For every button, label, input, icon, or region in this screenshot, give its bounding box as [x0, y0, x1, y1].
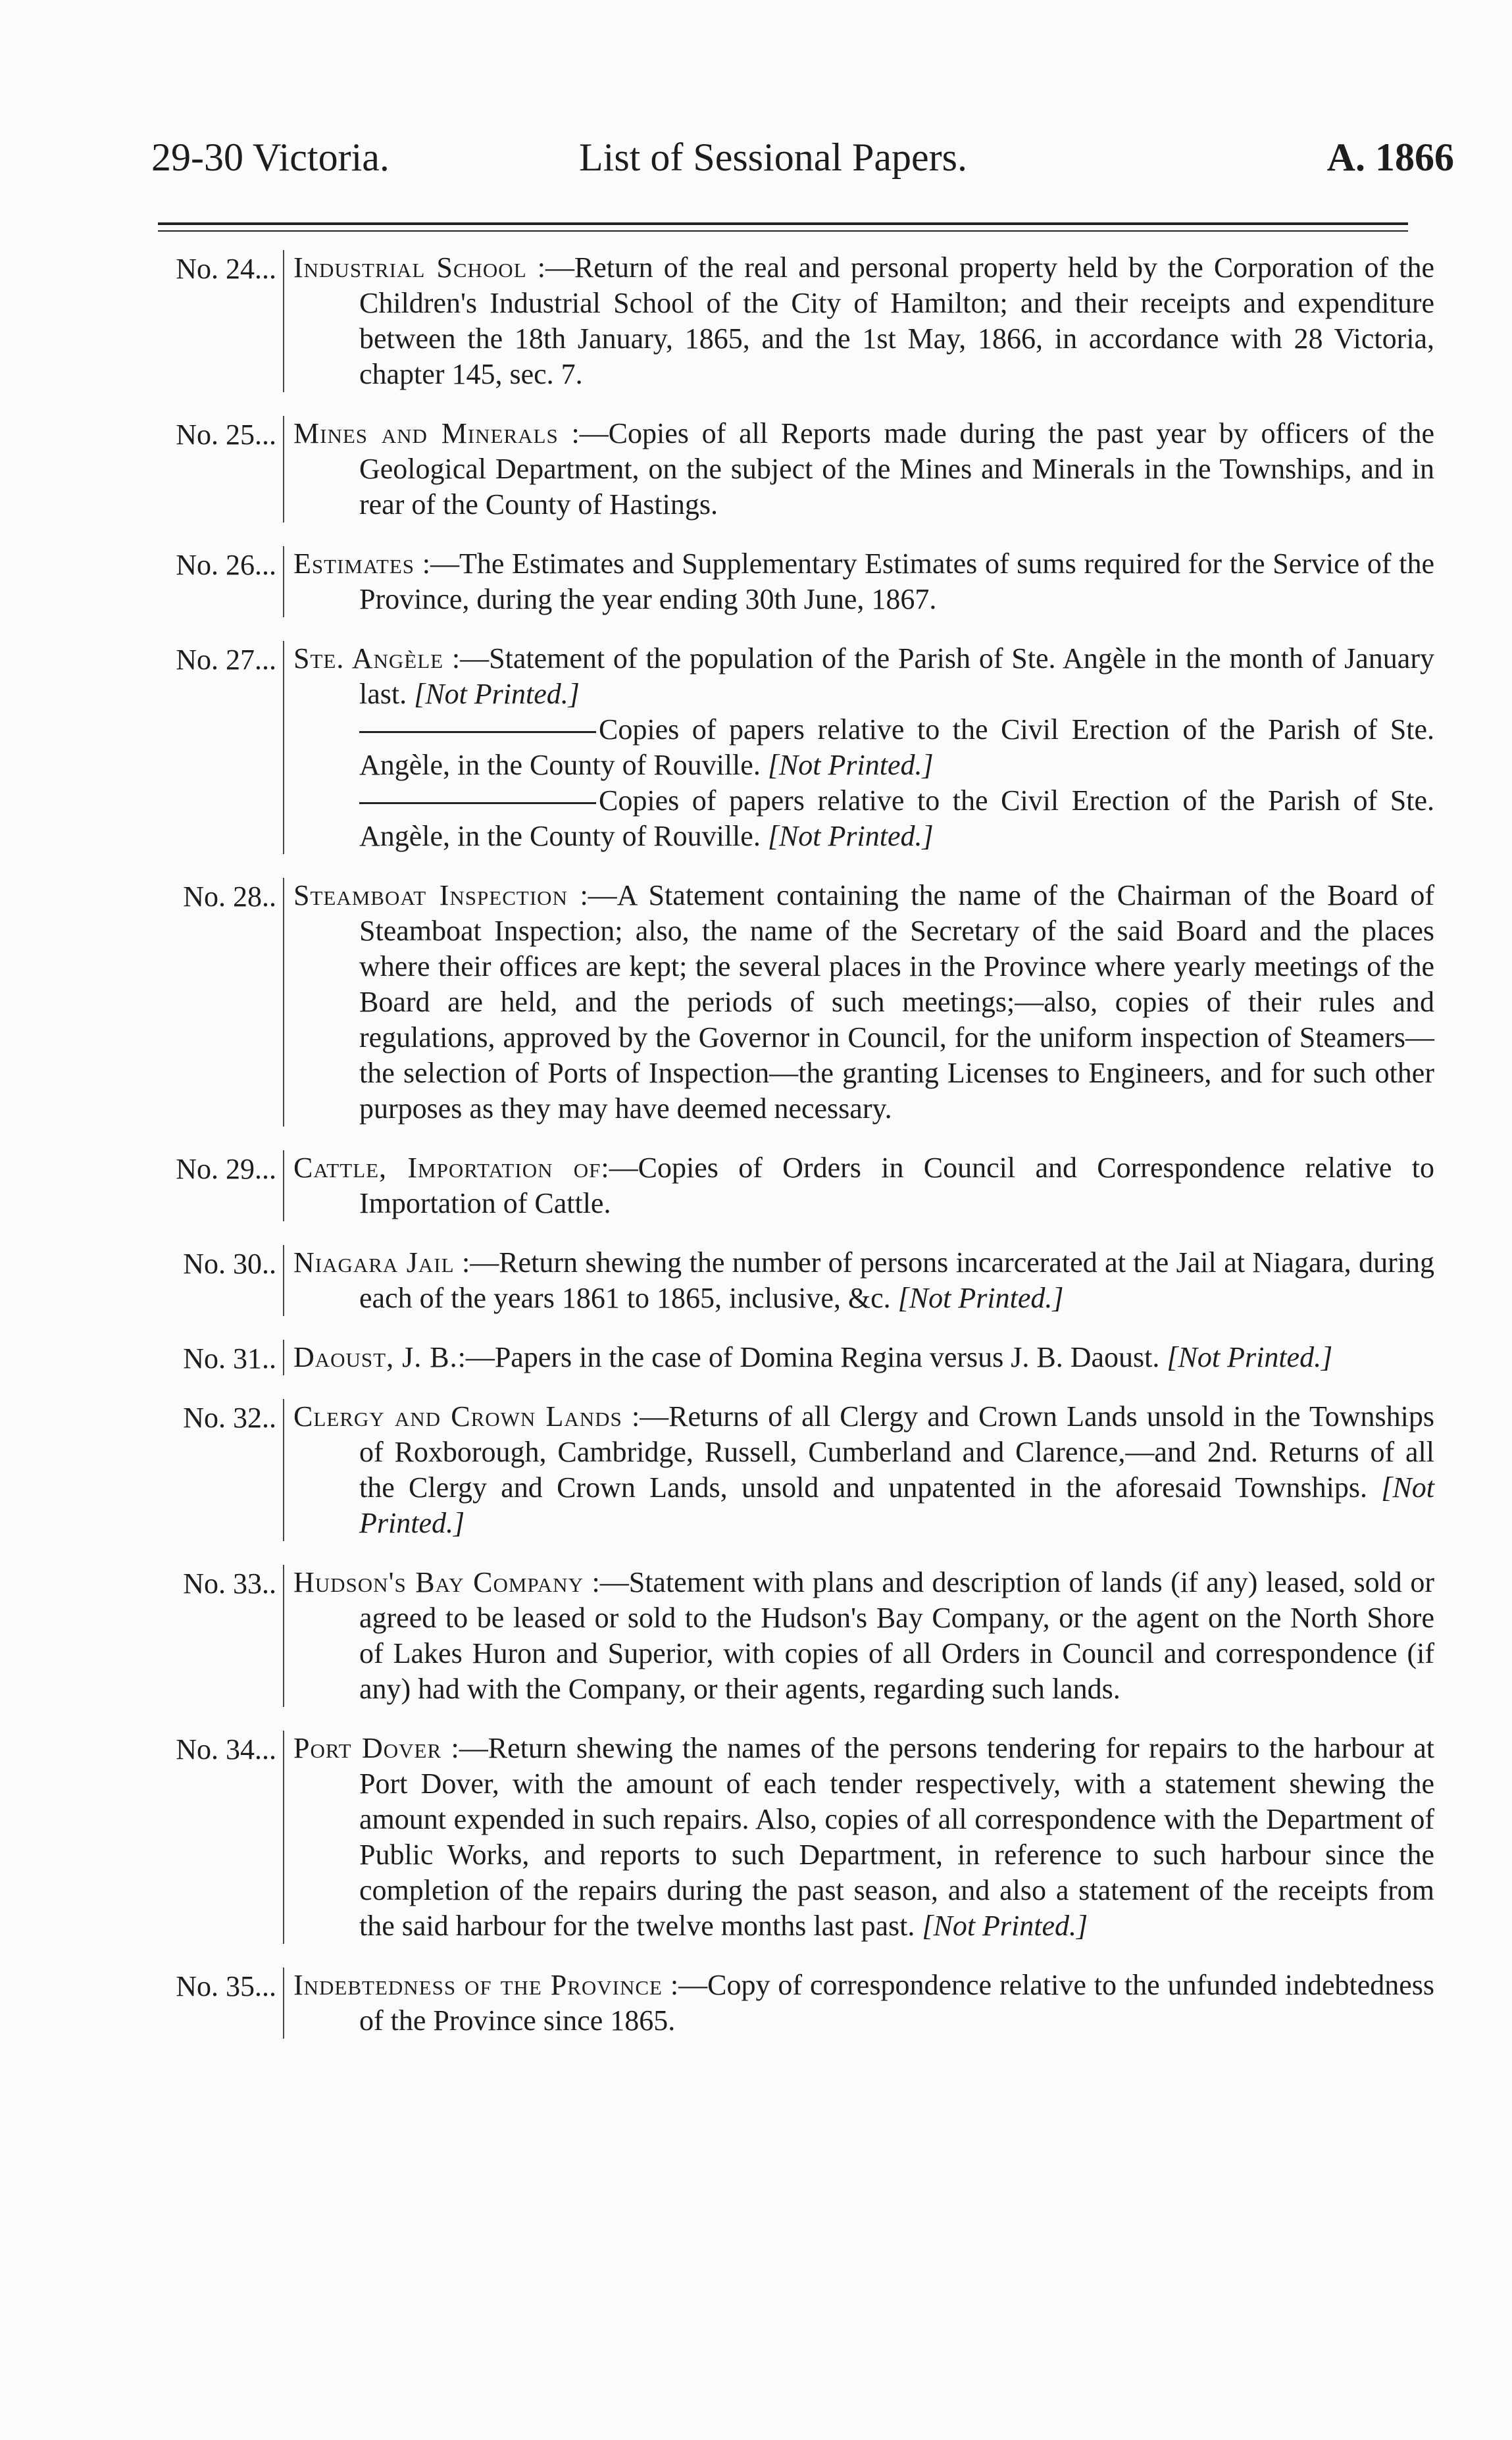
paper-number: No. 25...	[176, 419, 276, 451]
paper-number: No. 34...	[176, 1733, 276, 1766]
not-printed-note: [Not Printed.]	[915, 1910, 1088, 1942]
paper-description	[283, 416, 1434, 522]
papers-list	[118, 250, 1434, 2062]
paper-paragraph	[293, 1399, 1434, 1541]
header-session: 29-30 Victoria.	[151, 136, 390, 179]
paper-paragraph	[293, 1968, 1434, 2039]
paper-number: No. 24...	[176, 253, 276, 285]
paper-description	[283, 1150, 1434, 1221]
paper-text: :—Return shewing the number of persons incarcerated at the Jail at Niagara, during each of the years 1861 to 1865, inclusive, &c.	[359, 1246, 1435, 1314]
sub-item-text: Copies of papers relative to the Civil Erection of the Parish of Ste. Angèle, in the County of Rouville.	[359, 713, 1434, 781]
paper-entry	[118, 1150, 1434, 1221]
paper-heading: Port Dover	[293, 1732, 442, 1764]
paper-entry	[118, 250, 1434, 392]
paper-entry	[118, 878, 1434, 1127]
paper-entry	[118, 1565, 1434, 1707]
paper-description	[283, 546, 1434, 617]
paper-paragraph	[293, 1340, 1434, 1375]
ditto-dash	[359, 802, 596, 804]
paper-number: No. 31..	[183, 1342, 276, 1375]
paper-description	[283, 250, 1434, 392]
paper-heading: Cattle, Importation of	[293, 1152, 601, 1184]
paper-paragraph	[293, 1150, 1434, 1221]
page-header	[151, 135, 1454, 188]
paper-heading: Niagara Jail	[293, 1246, 455, 1279]
not-printed-note: [Not Printed.]	[407, 678, 580, 710]
not-printed-note: [Not Printed.]	[760, 820, 934, 852]
paper-paragraph	[293, 1245, 1434, 1316]
paper-paragraph	[293, 546, 1434, 617]
header-year: A. 1866	[1326, 136, 1454, 179]
paper-paragraph	[293, 1731, 1434, 1944]
header-rule-thin	[158, 230, 1408, 232]
paper-heading: Indebtedness of the Province	[293, 1969, 663, 2001]
paper-paragraph	[293, 1565, 1434, 1707]
paper-text: :—Papers in the case of Domina Regina versus J. B. Daoust.	[457, 1341, 1160, 1373]
paper-number: No. 29...	[176, 1153, 276, 1185]
not-printed-note: [Not Printed.]	[890, 1282, 1064, 1314]
paper-text: :—Copies of Orders in Council and Correspondence relative to Importation of Cattle.	[359, 1152, 1434, 1219]
paper-number: No. 28..	[183, 880, 276, 913]
ditto-dash	[359, 731, 596, 733]
paper-description	[283, 878, 1434, 1127]
paper-entry	[118, 641, 1434, 854]
paper-sub-item	[293, 783, 1434, 854]
paper-heading: Mines and Minerals	[293, 417, 559, 449]
sub-item-text: Copies of papers relative to the Civil Erection of the Parish of Ste. Angèle, in the County of Rouville.	[359, 784, 1434, 852]
not-printed-note: [Not Printed.]	[359, 1471, 1434, 1539]
paper-number: No. 33..	[183, 1567, 276, 1600]
paper-text: :—Return shewing the names of the persons tendering for repairs to the harbour at Port Dover, with the amount of each tender respectively, with a statement shewing the amount expended in such repairs. Also, copies of all correspondence with the Department of Public Works, and reports to such Department, in reference to such harbour since the completion of the repairs during the past season, and also a statement of the receipts from the said harbour for the twelve months last past.	[359, 1732, 1434, 1942]
paper-paragraph	[293, 641, 1434, 712]
paper-entry	[118, 1968, 1434, 2039]
not-printed-note: [Not Printed.]	[1159, 1341, 1333, 1373]
paper-heading: Hudson's Bay Company	[293, 1566, 584, 1598]
paper-entry	[118, 1340, 1434, 1375]
paper-text: :—The Estimates and Supplementary Estimates of sums required for the Service of the Province, during the year ending 30th June, 1867.	[359, 547, 1434, 615]
paper-sub-item	[293, 712, 1434, 783]
paper-description	[283, 1245, 1434, 1316]
paper-text: :—Return of the real and personal property held by the Corporation of the Children's Industrial School of the City of Hamilton; and their receipts and expenditure between the 18th January, 1865, and the 1st May, 1866, in accordance with 28 Victoria, chapter 145, sec. 7.	[359, 251, 1434, 390]
paper-entry	[118, 1399, 1434, 1541]
paper-description	[283, 1565, 1434, 1707]
header-title: List of Sessional Papers.	[579, 136, 967, 179]
paper-paragraph	[293, 250, 1434, 392]
paper-text: :—Copy of correspondence relative to the unfunded indebtedness of the Province since 1865.	[359, 1969, 1434, 2037]
paper-number: No. 26...	[176, 549, 276, 581]
paper-description	[283, 1731, 1434, 1944]
paper-heading: Estimates	[293, 547, 415, 580]
paper-description	[283, 1340, 1434, 1375]
paper-number: No. 32..	[183, 1402, 276, 1434]
paper-paragraph	[293, 416, 1434, 522]
paper-entry	[118, 1731, 1434, 1944]
paper-description	[283, 641, 1434, 854]
header-rule-thick	[158, 222, 1408, 225]
paper-description	[283, 1968, 1434, 2039]
paper-text: :—Statement of the population of the Parish of Ste. Angèle in the month of January last.	[359, 642, 1434, 710]
paper-heading: Steamboat Inspection	[293, 879, 568, 911]
paper-heading: Industrial School	[293, 251, 527, 284]
paper-heading: Daoust, J. B.	[293, 1341, 458, 1373]
paper-description	[283, 1399, 1434, 1541]
paper-heading: Clergy and Crown Lands	[293, 1400, 622, 1433]
paper-number: No. 27...	[176, 644, 276, 676]
paper-entry	[118, 1245, 1434, 1316]
paper-number: No. 30..	[183, 1248, 276, 1280]
paper-number: No. 35...	[176, 1970, 276, 2002]
paper-text: :—Returns of all Clergy and Crown Lands unsold in the Townships of Roxborough, Cambridge, Russell, Cumberland and Clarence,—and 2nd. Returns of all the Clergy and Crown Lands, unsold and unpatented in the aforesaid Townships.	[359, 1400, 1435, 1504]
paper-paragraph	[293, 878, 1434, 1127]
paper-entry	[118, 416, 1434, 522]
paper-text: :—Copies of all Reports made during the past year by officers of the Geological Department, on the subject of the Mines and Minerals in the Townships, and in rear of the County of Hastings.	[359, 417, 1434, 521]
paper-entry	[118, 546, 1434, 617]
paper-text: :—Statement with plans and description of lands (if any) leased, sold or agreed to be leased or sold to the Hudson's Bay Company, or the agent on the North Shore of Lakes Huron and Superior, with copies of all Orders in Council and correspondence (if any) had with the Company, or their agents, regarding such lands.	[359, 1566, 1435, 1705]
not-printed-note: [Not Printed.]	[760, 749, 934, 781]
paper-heading: Ste. Angèle	[293, 642, 444, 674]
paper-text: :—A Statement containing the name of the Chairman of the Board of Steamboat Inspection; also, the name of the Secretary of the said Board and the places where their offices are kept; the several places in the Province where yearly meetings of the Board are held, and the periods of such meetings;—also, copies of their rules and regulations, approved by the Governor in Council, for the uniform inspection of Steamers—the selection of Ports of Inspection—the granting Licenses to Engineers, and for such other purposes as they may have deemed necessary.	[359, 879, 1434, 1125]
